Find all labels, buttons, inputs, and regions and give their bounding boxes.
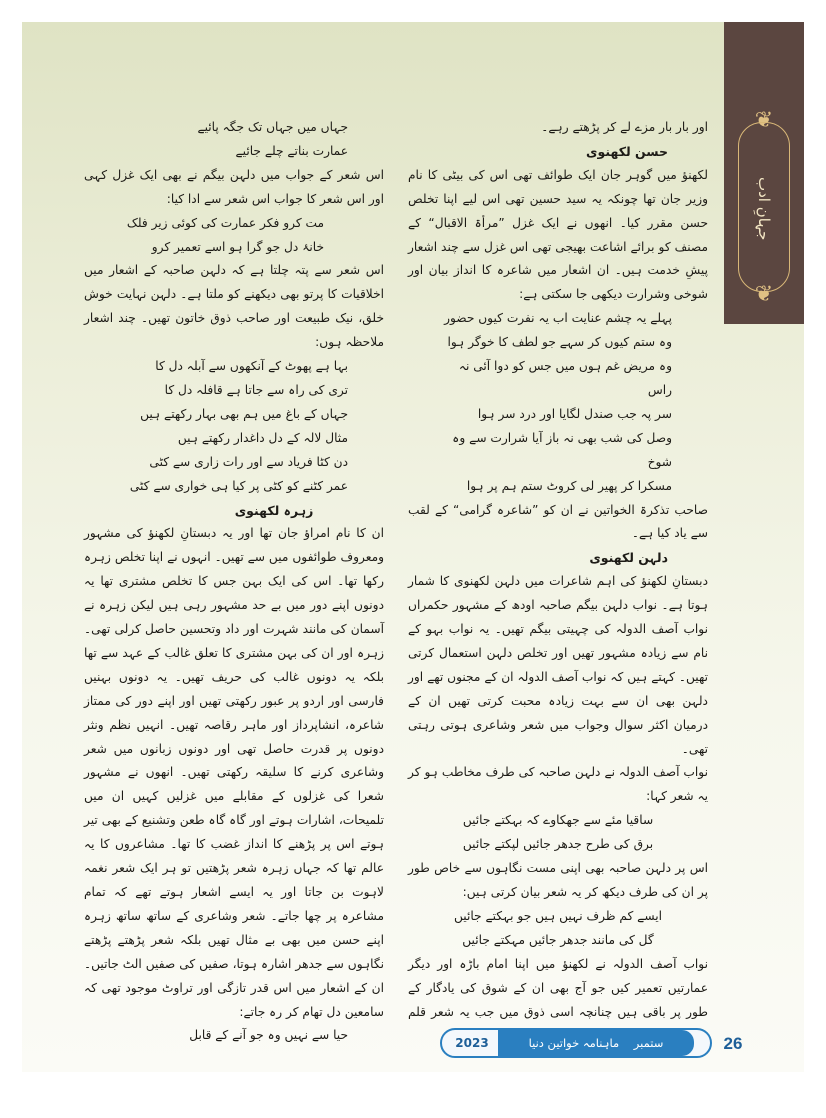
verse-line: دن کٹا فریاد سے اور رات زاری سے کٹی [149,454,348,469]
ornament-top-icon: ❦ [754,108,774,133]
verse-line: عمارت بناتے چلے جائیے [235,143,348,158]
verse-line: مسکرا کر پھیر لی کروٹ ستم ہم پر ہوا [466,478,672,493]
magazine-name: ماہنامہ خواتین دنیا [528,1036,620,1050]
issue-year: 2023 [455,1036,489,1050]
verse-line: مثال لالہ کے دل داغدار رکھتے ہیں [177,430,348,445]
verse-line: گل کی مانند جدھر جائیں مہکتے جائیں [462,932,654,947]
section-title: جہانِ ادب [755,177,773,241]
verse-line: وہ مریض غم ہوں میں جس کو دوا آئی نہ راس [458,359,672,397]
paragraph: نواب آصف الدولہ نے دلہن صاحبہ کی طرف مخاطب ہو کر یہ شعر کہا: [408,765,708,804]
page-footer [440,1024,760,1062]
section-heading: دلہن لکھنوی [589,550,668,566]
paragraph: اس شعر سے پتہ چلتا ہے کہ دلہن صاحبہ کے اشعار میں اخلاقیات کا پرتو بھی دیکھنے کو ملتا ہے۔ دلہن نہایت خوش خلق، نیک طبیعت اور صاحب ذوق خاتون تھیں۔ چند اشعار ملاحظہ ہوں: [84,263,384,350]
verse-line: ایسے کم ظرف نہیں ہیں جو بہکتے جائیں [454,908,662,923]
paragraph: صاحب تذکرۃ الخواتین نے ان کو ”شاعرہ گرامی“ کے لقب سے یاد کیا ہے۔ [408,502,708,541]
section-tab [724,22,804,324]
verse-line: جہاں میں جہاں تک جگہ پائیے [197,120,348,134]
paragraph: اور بار بار مزے لے کر پڑھتے رہے۔ [541,120,708,134]
right-text-column [408,116,708,1024]
paragraph: نواب آصف الدولہ نے لکھنؤ میں اپنا امام باڑہ اور دیگر عمارتیں تعمیر کیں جو آج بھی ان کے شوق کی یادگار کے طور پر باقی ہیں چنانچہ اسی ذوق میں جب یہ شعر قلم [408,956,708,1019]
left-text-column [84,116,384,1043]
issue-month: ستمبر [633,1036,664,1050]
magazine-title [498,1030,694,1056]
ornament-bottom-icon: ❦ [754,282,774,307]
page-number: 26 [723,1034,743,1053]
verse-line: وصل کی شب بھی نہ باز آیا شرارت سے وہ شوخ [452,430,672,469]
verse-line: وہ ستم کیوں کر سہے جو لطف کا خوگر ہوا [447,335,672,350]
verse-line: ساقیا مئے سے جھکاوے کہ بہکتے جائیں [462,813,654,828]
section-heading: زہرہ لکھنوی [234,502,314,518]
verse-line: سر پہ جب صندل لگایا اور درد سر ہوا [477,406,672,421]
paragraph: دبستانِ لکھنؤ کی اہم شاعرات میں دلہن لکھنوی کا شمار ہوتا ہے۔ نواب دلہن بیگم صاحبہ اودھ کے مشہور حکمراں نواب آصف الدولہ کی چہیتی بیگم تھیں۔ یہ نواب بہو کے نام سے زیادہ مشہور تھیں اور تخلص دلہن استعمال کرتی تھیں۔ کہتے ہیں کہ نواب آصف الدولہ ان کے مجنوں تھے اور دلہن بھی ان سے بہت زیادہ محبت کرتی تھیں ان کے درمیان اکثر سوال وجواب میں شعر وشاعری ہوتی رہتی تھی۔ [408,574,708,756]
section-heading: حسن لکھنوی [586,143,668,159]
verse-line: عمر کٹنے کو کٹی پر کیا ہی خواری سے کٹی [129,478,348,493]
verse-line: جہاں کے باغ میں ہم بھی بہار رکھتے ہیں [140,406,348,421]
verse-line: تری کی راہ سے جاتا ہے قافلہ دل کا [164,382,348,397]
paragraph: لکھنؤ میں گوہر جان ایک طوائف تھی اس کی بیٹی کا نام وزیر جان تھا چونکہ یہ سید حسین تھی اس لیے اپنا تخلص حسن مقرر کیا۔ انھوں نے ایک غزل ”مرأۃ الاقبال“ کے مصنف کو برائے اشاعت بھیجی تھی اس غزل سے چند اشعار پیشِ خدمت ہیں۔ ان اشعار میں شاعرہ کا انداز بیان اور شوخی وشرارت دیکھی جا سکتی ہے: [408,167,708,302]
footer-banner [440,1028,712,1058]
verse-line: مت کرو فکر عمارت کی کوئی زیر فلک [126,215,324,230]
verse-line: بہا ہے پھوٹ کے آنکھوں سے آبلہ دل کا [155,359,348,374]
paragraph: اس شعر کے جواب میں دلہن بیگم نے بھی ایک غزل کہی اور اس شعر کا جواب اس شعر سے ادا کیا: [84,167,384,206]
verse-line: برق کی طرح جدھر جائیں لپکتے جائیں [462,837,654,852]
verse-line: پہلے یہ چشم عنایت اب یہ نفرت کیوں حضور [444,311,672,326]
paragraph: اس پر دلہن صاحبہ بھی اپنی مست نگاہوں سے خاص طور پر ان کی طرف دیکھ کر یہ شعر بیان کرتی ہیں: [408,861,708,899]
paragraph: ان کا نام امراؤ جان تھا اور یہ دبستانِ لکھنؤ کی مشہور ومعروف طوائفوں میں سے تھیں۔ انہوں نے اپنا تخلص زہرہ رکھا تھا۔ اس کی ایک بہن جس کا تخلص مشتری تھا یہ دونوں اپنے دور میں بے حد مشہور رہی ہیں لیکن زہرہ نے آسمان کی مانند شہرت اور داد وتحسین حاصل کرلی تھی۔ زہرہ اور ان کی بہن مشتری کا تعلق غالب کے عہد سے تھا بلکہ یہ دونوں غالب کی حریف تھیں۔ یہ دونوں بہنیں فارسی اور اردو پر عبور رکھتی تھیں اور اپنے دور کی ممتاز شاعرہ، انشاپرداز اور ماہر رقاصہ تھیں۔ انہیں نظم ونثر دونوں پر قدرت حاصل تھی اور دونوں زبانوں میں شعر وشاعری کرنے کا سلیقہ رکھتی تھیں۔ انھوں نے مشہور شعرا کی غزلوں کے مقابلے میں غزلیں کہیں ان میں تلمیحات، اشارات ہوتے اور گاہ گاہ طعن وتشنیع کے بھی تیر ہوتے اس پر پڑھنے کا انداز غضب کا تھا۔ مشاعروں کا یہ عالم تھا کہ جہاں زہرہ شعر پڑھتیں تو ہر ایک شعر نغمہ لاہوت بن جاتا اور یہ ایسے اشعار ہوتے تھے کہ تمام مشاعرہ پر چھا جاتے۔ شعر وشاعری کے ساتھ ساتھ زہرہ اپنے حسن میں بھی بے مثال تھیں بلکہ شعر پڑھتے پڑھتے نگاہوں سے جدھر اشارہ ہوتا، صفیں کی صفیں الٹ جاتیں۔ ان کے اشعار میں اس قدر تازگی اور تراوٹ موجود تھی کہ سامعین دل تھام کر رہ جاتے: [84,526,384,1019]
verse-line: حیا سے نہیں وہ جو آنے کے قابل [189,1028,348,1043]
verse-line: خانۂ دل جو گرا ہو اسے تعمیر کرو [151,239,324,254]
